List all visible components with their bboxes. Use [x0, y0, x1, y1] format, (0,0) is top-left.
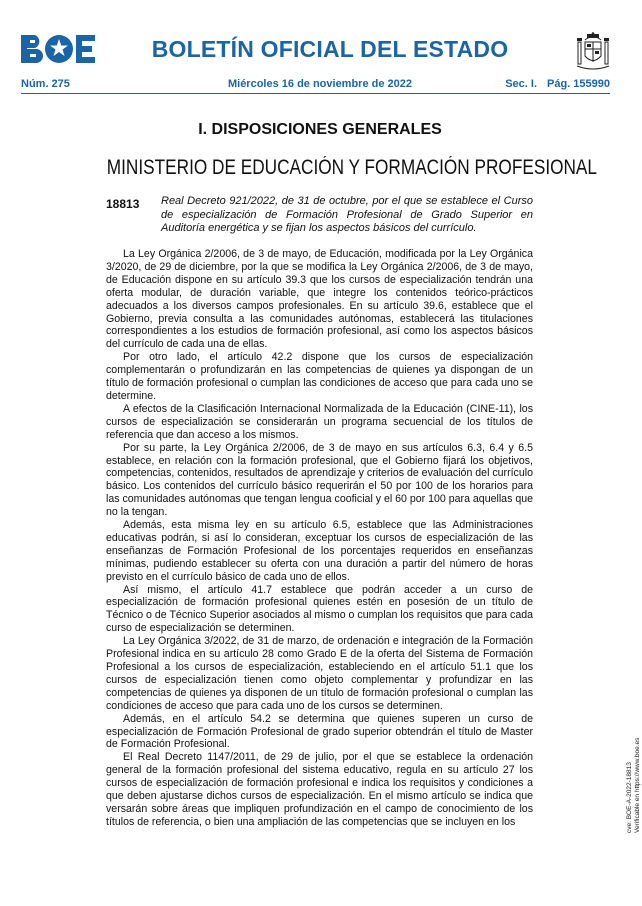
- cve-code: cve: BOE-A-2022-18813: [626, 762, 633, 833]
- section-label: Sec. I.: [505, 78, 537, 90]
- body-text: [106, 248, 533, 829]
- paragraph: Además, esta misma ley en su artículo 6.5, establece que las Administraciones educativas podrán, si así lo consideran, exceptuar los cursos de especialización de las enseñanzas de Formación Profesional de los porcentajes requeridos en enseñanzas mínimas, pudiendo establecer su oferta con una duración a partir del número de horas previsto en el currículo básico de cada uno de ellos.: [106, 519, 533, 583]
- document-number: 18813: [106, 197, 140, 211]
- document-title: Real Decreto 921/2022, de 31 de octubre, por el que se establece el Curso de especialización de Formación Profesional de Grado Superior en Auditoría energética y se fijan los aspectos básicos del currículo.: [161, 195, 533, 234]
- verification-link[interactable]: Verificable en https://www.boe.es: [634, 737, 641, 833]
- paragraph: A efectos de la Clasificación Internacional Normalizada de la Educación (CINE-11), los cursos de especialización se considerarán un programa secuencial de los títulos de referencia que dan acceso a los mismos.: [106, 402, 533, 441]
- paragraph: La Ley Orgánica 2/2006, de 3 de mayo, de Educación, modificada por la Ley Orgánica 3/2020, de 29 de diciembre, por la que se modifica la Ley Orgánica 2/2006, de 3 de mayo, de Educación dispone en su artículo 39.3 que los cursos de especialización tendrán una oferta modular, de duración variable, que integre los contenidos teórico-prácticos adecuados a los diversos campos profesionales. En su artículo 39.6, establece que el Gobierno, previa consulta a las comunidades autónomas, establecerá las titulaciones correspondientes a los estudios de formación profesional, así como los aspectos básicos del currículo de cada una de ellas.: [106, 248, 533, 351]
- paragraph: Así mismo, el artículo 41.7 establece que podrán acceder a un curso de especialización de formación profesional quienes estén en posesión de un título de Técnico o de Técnico Superior asociados al mismo o cumplan los requisitos que para cada curso de especialización se determinen.: [106, 583, 533, 635]
- paragraph: Por otro lado, el artículo 42.2 dispone que los cursos de especialización complementarán o profundizarán en las competencias de quienes ya dispongan de un título de formación profesional o cumplan las condiciones de acceso que para cada uno se determine.: [106, 351, 533, 402]
- page-number: Pág. 155990: [547, 78, 610, 90]
- verification-note: [626, 738, 642, 833]
- coat-of-arms-icon: [575, 32, 611, 70]
- publication-date: Miércoles 16 de noviembre de 2022: [227, 78, 413, 90]
- section-page-info: [495, 78, 610, 90]
- paragraph: La Ley Orgánica 3/2022, de 31 de marzo, de ordenación e integración de la Formación Profesional indica en su artículo 28 como Grado E de la oferta del Sistema de Formación Profesional a los cursos de especialización, estableciendo en el artículo 51.1 que los cursos de especialización tienen como objeto complementar y profundizar en las competencias de quienes ya disponen de un título de formación profesional o cumplan las condiciones de acceso que para cada uno de los cursos se determinen.: [106, 635, 533, 712]
- gazette-title: BOLETÍN OFICIAL DEL ESTADO: [151, 36, 509, 62]
- paragraph: El Real Decreto 1147/2011, de 29 de julio, por el que se establece la ordenación general de la formación profesional del sistema educativo, regula en su artículo 27 los cursos de especialización de formación profesional e indica los requisitos y condiciones a que deben ajustarse dichos cursos de especialización. En el mismo artículo se indica que versarán sobre áreas que impliquen profundización en el campo de conocimiento de los títulos de referencia, o bien una ampliación de las competencias que se incluyen en los: [106, 751, 533, 828]
- header-rule: [21, 93, 610, 94]
- boe-logo: [21, 34, 95, 64]
- paragraph: Además, en el artículo 54.2 se determina que quienes superen un curso de especialización de Formación Profesional de grado superior obtendrán el título de Master de Formación Profesional.: [106, 712, 533, 751]
- paragraph: Por su parte, la Ley Orgánica 2/2006, de 3 de mayo en sus artículos 6.3, 6.4 y 6.5 establece, en relación con la formación profesional, que el Gobierno fijará los objetivos, competencias, contenidos, resultados de aprendizaje y criterios de evaluación del currículo básico. Los contenidos del currículo básico requerirán el 50 por 100 de los horarios para las comunidades autónomas que tengan lengua cooficial y el 60 por 100 para aquellas que no la tengan.: [106, 441, 533, 519]
- issue-number: Núm. 275: [21, 78, 70, 90]
- section-heading: I. DISPOSICIONES GENERALES: [198, 121, 442, 138]
- ministry-heading: MINISTERIO DE EDUCACIÓN Y FORMACIÓN PROFESIONAL: [106, 156, 598, 179]
